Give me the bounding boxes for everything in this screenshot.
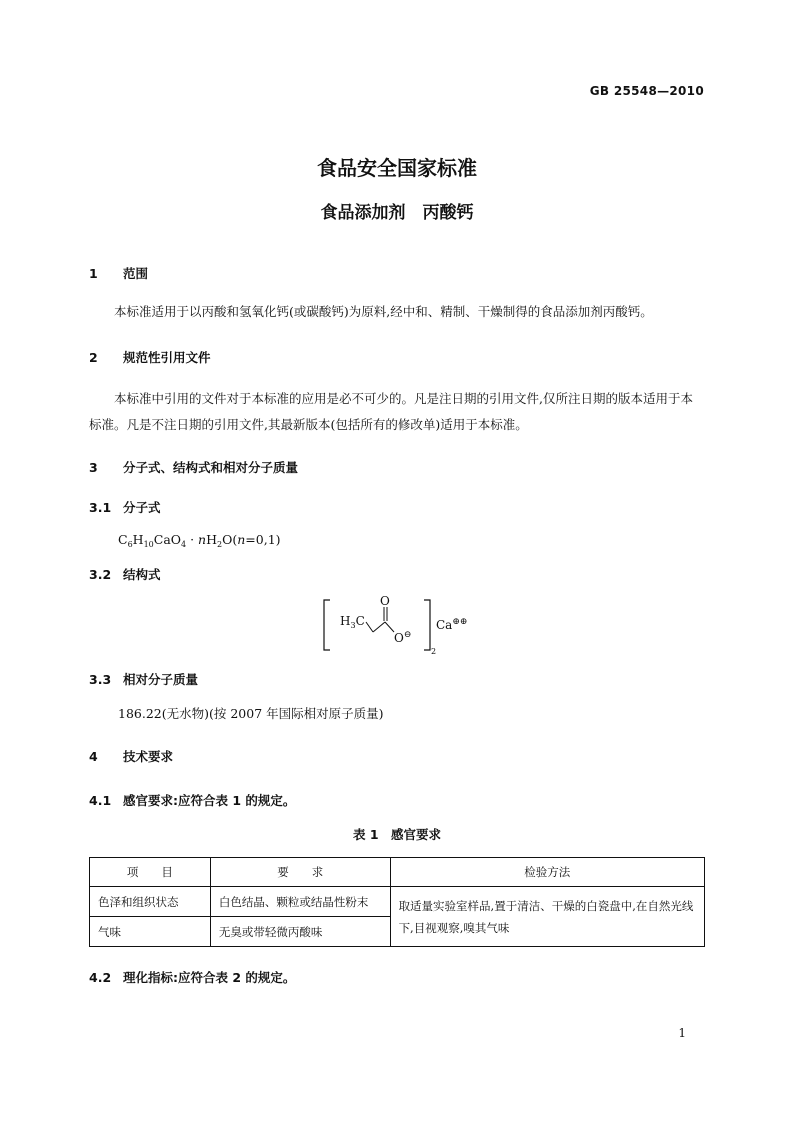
section-number: 4.1 [89, 793, 112, 808]
section-4-1-heading [89, 791, 295, 809]
section-number: 2 [89, 350, 98, 365]
bond-c-o [385, 622, 394, 632]
section-title: 技术要求 [123, 749, 174, 764]
header-requirement: 要 求 [210, 858, 390, 887]
section-number: 1 [89, 266, 98, 281]
section-title: 范围 [123, 266, 149, 281]
molecular-formula: $C_6H_{10}CaO_4 \cdot nH_2O(n=0,1)$ [118, 532, 281, 549]
cell-method: 取适量实验室样品,置于清洁、干燥的白瓷盘中,在自然光线下,目视观察,嗅其气味 [390, 887, 704, 947]
bond-ch2-c [373, 622, 385, 632]
section-4-heading [89, 747, 173, 765]
section-3-1-heading [89, 498, 161, 516]
section-number: 4.2 [89, 970, 112, 985]
table-1-caption: 表 1 感官要求 [352, 827, 442, 842]
page-number: 1 [678, 1026, 686, 1040]
section-title: 理化指标:应符合表 2 的规定。 [123, 970, 296, 985]
section-1-heading [89, 264, 148, 282]
section-title: 感官要求:应符合表 1 的规定。 [123, 793, 296, 808]
header-item: 项 目 [90, 858, 211, 887]
section-number: 4 [89, 749, 98, 764]
section-number: 3 [89, 460, 98, 475]
calcium-cation: Ca⊕⊕ [436, 617, 468, 632]
bond-ch3-ch2 [366, 622, 373, 632]
cell-item: 气味 [90, 917, 211, 947]
section-title: 分子式、结构式和相对分子质量 [123, 460, 299, 475]
document-subtitle: 食品添加剂 丙酸钙 [320, 203, 474, 223]
section-title: 相对分子质量 [123, 672, 199, 687]
table-header-row [90, 858, 705, 887]
bracket-subscript: 2 [431, 647, 437, 656]
methyl-label: $H_3C$ [340, 614, 365, 630]
document-title: 食品安全国家标准 [317, 156, 477, 180]
standard-number: GB 25548—2010 [589, 84, 704, 98]
table-row [90, 887, 705, 917]
section-3-2-heading [89, 565, 161, 583]
carbonyl-oxygen: O [380, 594, 390, 608]
molecular-mass-text: 186.22(无水物)(按 2007 年国际相对原子质量) [118, 706, 384, 721]
cell-requirement: 无臭或带轻微丙酸味 [210, 917, 390, 947]
carboxylate-oxygen: O⊖ [394, 630, 412, 645]
right-bracket [424, 600, 430, 650]
section-number: 3.3 [89, 672, 112, 687]
section-number: 3.2 [89, 567, 112, 582]
table-1 [89, 857, 705, 947]
section-title: 分子式 [123, 500, 161, 515]
section-number: 3.1 [89, 500, 112, 515]
section-title: 结构式 [123, 567, 161, 582]
section-3-heading [89, 458, 298, 476]
header-method: 检验方法 [390, 858, 704, 887]
section-2-heading [89, 348, 211, 366]
section-1-paragraph: 本标准适用于以丙酸和氢氧化钙(或碳酸钙)为原料,经中和、精制、干燥制得的食品添加剂丙酸钙。 [114, 304, 653, 319]
structural-formula [318, 592, 488, 662]
section-2-paragraph: 本标准中引用的文件对于本标准的应用是必不可少的。凡是注日期的引用文件,仅所注日期的版本适用于本标准。凡是不注日期的引用文件,其最新版本(包括所有的修改单)适用于本标准。 [89, 391, 693, 432]
section-3-3-heading [89, 670, 198, 688]
cell-item: 色泽和组织状态 [90, 887, 211, 917]
left-bracket [324, 600, 330, 650]
section-title: 规范性引用文件 [123, 350, 211, 365]
section-4-2-heading [89, 968, 295, 986]
cell-requirement: 白色结晶、颗粒或结晶性粉末 [210, 887, 390, 917]
